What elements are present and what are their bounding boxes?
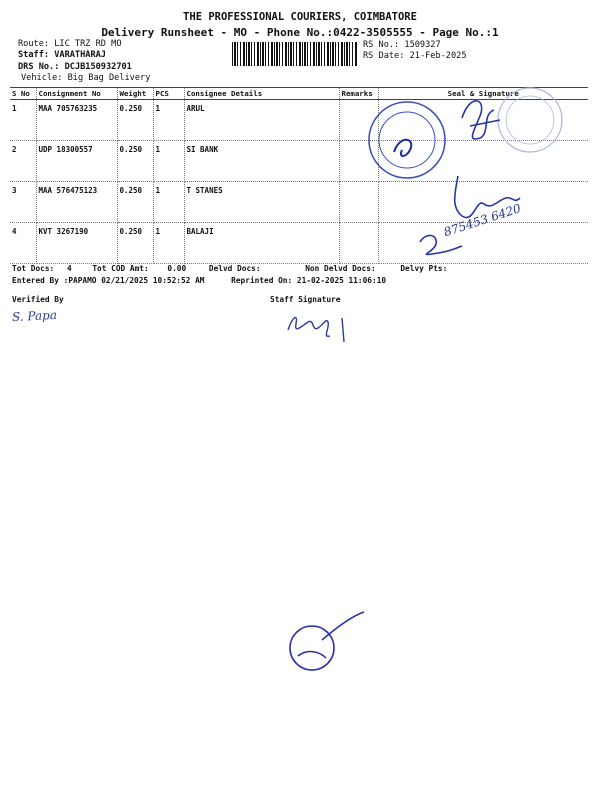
drs-label: DRS No.: [18, 62, 60, 72]
faint-seal-stamp [498, 88, 562, 152]
reprinted-on: Reprinted On: 21-02-2025 11:06:10 [231, 276, 387, 285]
cell-sno: 3 [10, 182, 36, 223]
cell-pcs: 1 [153, 141, 184, 182]
cell-sno: 2 [10, 141, 36, 182]
cell-consignment: MAA 576475123 [36, 182, 117, 223]
tot-cod-label: Tot COD Amt: [92, 264, 149, 273]
cell-weight: 0.250 [117, 182, 153, 223]
col-consignment: Consignment No [36, 88, 117, 100]
vehicle-label: Vehicle: [21, 73, 63, 83]
runsheet-title: Delivery Runsheet - MO - Phone No.:0422-3505555 - Page No.:1 [101, 26, 499, 39]
staff-signature [288, 317, 344, 342]
signature-row4 [420, 235, 462, 254]
col-weight: Weight [117, 88, 153, 100]
rs-no-value: 1509327 [404, 40, 441, 50]
signature-row3 [455, 176, 520, 218]
tot-cod-value: 0.00 [167, 264, 187, 273]
col-remarks: Remarks [339, 88, 378, 100]
tot-docs-label: Tot Docs: [12, 264, 55, 273]
company-title: THE PROFESSIONAL COURIERS, COIMBATORE [183, 11, 417, 23]
company-seal-stamp [369, 102, 445, 178]
cell-consignee: BALAJI [184, 223, 339, 264]
rs-date-label: RS Date: [363, 51, 405, 61]
col-pcs: PCS [153, 88, 184, 100]
delvy-pts-label: Delvy Pts: [400, 264, 448, 273]
drs-value: DCJB150932701 [64, 62, 132, 72]
tot-docs-value: 4 [66, 264, 72, 273]
cell-consignment: MAA 705763235 [36, 100, 117, 141]
verified-by-label: Verified By [12, 295, 64, 304]
route-label: Route: [18, 39, 50, 49]
cell-pcs: 1 [153, 182, 184, 223]
cell-weight: 0.250 [117, 141, 153, 182]
staff-value: VARATHARAJ [54, 50, 106, 60]
cell-consignment: UDP 18300557 [36, 141, 117, 182]
handwritten-phone: 875453 6420 [442, 201, 523, 240]
signature-row1 [462, 101, 500, 139]
staff-label: Staff: [18, 50, 50, 60]
cell-weight: 0.250 [117, 223, 153, 264]
cell-pcs: 1 [153, 100, 184, 141]
non-delvd-docs-label: Non Delvd Docs: [305, 264, 376, 273]
cell-sno: 1 [10, 100, 36, 141]
bottom-seal-stamp [290, 612, 364, 670]
cell-consignee: SI BANK [184, 141, 339, 182]
delvd-docs-label: Delvd Docs: [208, 264, 261, 273]
col-sno: S No [10, 88, 36, 100]
cell-sno: 4 [10, 223, 36, 264]
rs-no-label: RS No.: [363, 40, 400, 50]
rs-date-value: 21-Feb-2025 [409, 51, 467, 61]
cell-consignee: T STANES [184, 182, 339, 223]
entered-by: Entered By :PAPAMO 02/21/2025 10:52:52 AM [12, 276, 205, 285]
staff-signature-label: Staff Signature [270, 295, 341, 304]
col-seal: Seal & Signature [378, 88, 588, 100]
col-consignee: Consignee Details [184, 88, 339, 100]
cell-weight: 0.250 [117, 100, 153, 141]
cell-pcs: 1 [153, 223, 184, 264]
cell-consignment: KVT 3267190 [36, 223, 117, 264]
cell-consignee: ARUL [184, 100, 339, 141]
vehicle-value: Big Bag Delivery [67, 73, 151, 83]
verified-signature: S. Papa [11, 307, 58, 325]
route-value: LIC TRZ RD MO [54, 39, 122, 49]
